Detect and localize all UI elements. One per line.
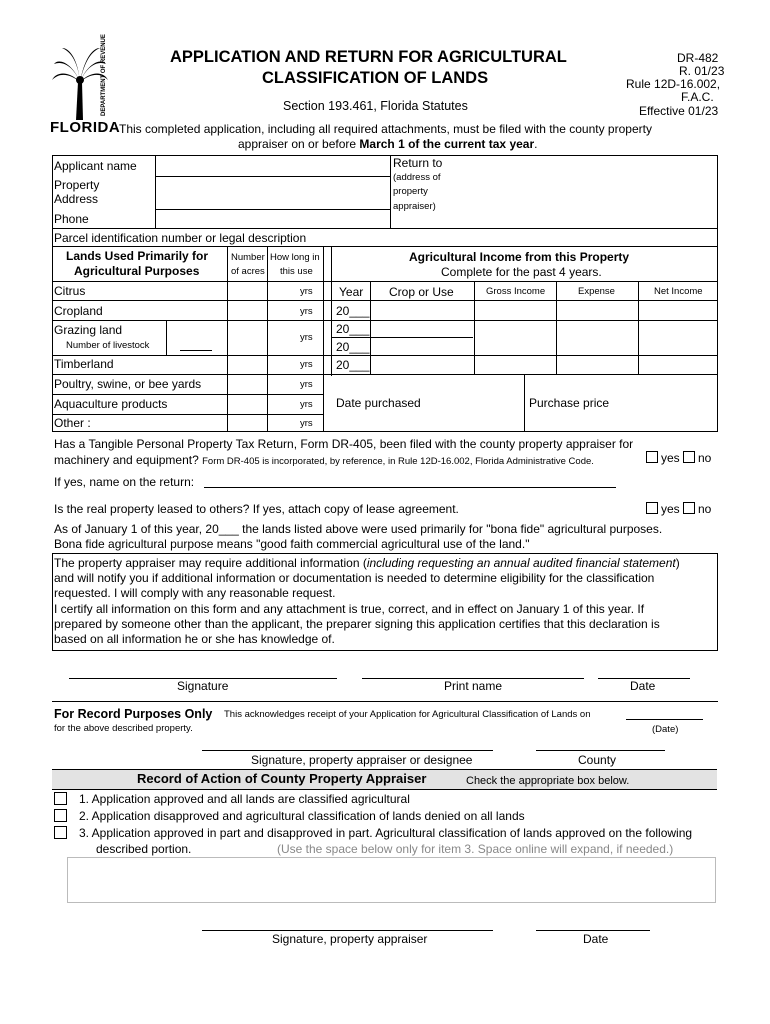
form-rule: Rule 12D-16.002, [626,77,721,91]
action-item-1: 1. Application approved and all lands are classified agricultural [79,792,410,806]
action-item-3-note: (Use the space below only for item 3. Space online will expand, if needed.) [277,842,674,856]
land-row-label: Citrus [54,284,86,298]
years-unit: yrs [300,286,313,297]
appraiser-signature-caption: Signature, property appraiser [272,932,428,946]
form-revision: R. 01/23 [679,64,725,78]
statute: Section 193.461, Florida Statutes [283,99,468,113]
action-item-3-line-2: described portion. [96,842,192,856]
income-year[interactable]: 20___ [336,322,370,336]
cert-text: The property appraiser may require additional information ( [54,556,367,570]
phone-field[interactable] [157,211,388,227]
form-title-1: APPLICATION AND RETURN FOR AGRICULTURAL [170,48,567,66]
income-subheader: Complete for the past 4 years. [441,265,602,279]
years-unit: yrs [300,332,313,343]
applicant-name-label: Applicant name [54,159,137,173]
bonafide-line-2: Bona fide agricultural purpose means "good faith commercial agricultural use of the land." [54,537,530,551]
cert-p1-1 [54,556,680,570]
phone-label: Phone [54,212,89,226]
return-to-field[interactable] [445,157,715,227]
land-row-label: Cropland [54,304,103,318]
income-year[interactable]: 20___ [336,358,370,372]
years-unit: yrs [300,306,313,317]
leased-question: Is the real property leased to others? If yes, attach copy of lease agreement. [54,502,459,516]
income-year[interactable]: 20___ [336,304,370,318]
designee-caption: Signature, property appraiser or designee [251,753,473,767]
form-id: DR-482 [677,51,719,65]
acres-header-1: Number [231,252,265,263]
form-effective: Effective 01/23 [639,104,719,118]
land-row-label: Timberland [54,357,114,371]
leased-yes-checkbox[interactable] [646,502,658,514]
land-row-label: Grazing land [54,323,123,337]
described-portion-field[interactable] [67,857,716,903]
county-caption: County [578,753,617,767]
land-row-label: Poultry, swine, or bee yards [54,377,202,391]
purchase-price-label: Purchase price [529,396,610,410]
howlong-header-2: this use [280,266,313,277]
howlong-header-1: How long in [270,252,320,263]
appraiser-date-caption: Date [583,932,609,946]
tpp-question-1: Has a Tangible Personal Property Tax Return, Form DR-405, been filed with the county property appraiser for [54,437,634,451]
form-fac: F.A.C. [681,90,714,104]
acres-header-2: of acres [231,266,265,277]
income-col-net: Net Income [654,286,703,297]
land-row-label: Aquaculture products [54,397,168,411]
form-title-2: CLASSIFICATION OF LANDS [262,69,489,87]
record-date-line[interactable] [626,719,703,720]
instruction-text: appraiser on or before [238,137,360,151]
action-item-3-line-1: 3. Application approved in part and disapproved in part. Agricultural classification of lands approved on the following [79,826,693,840]
record-date-paren: (Date) [652,724,679,735]
years-unit: yrs [300,359,313,370]
action-checkbox-1[interactable] [54,792,67,805]
cert-p1-2: and will notify you if additional information or documentation is needed to determine eligibility for the classification [54,571,655,585]
leased-no-checkbox[interactable] [683,502,695,514]
cert-p2-2: prepared by someone other than the applicant, the preparer signing this application certifies that this declaration is [54,617,660,631]
income-header: Agricultural Income from this Property [409,250,630,264]
tpp-question-text: machinery and equipment? [54,453,199,467]
cert-p1-3: requested. I will comply with any reasonable request. [54,586,336,600]
yes-label: yes [661,502,680,516]
ifyes-label: If yes, name on the return: [54,475,195,489]
livestock-label: Number of livestock [66,340,150,351]
designee-signature-line[interactable] [202,750,493,751]
land-row-label: Other : [54,416,91,430]
instruction-period: . [534,137,538,151]
record-above: for the above described property. [54,723,193,734]
parcel-label: Parcel identification number or legal description [54,231,307,245]
cert-p2-3: based on all information he or she has knowledge of. [54,632,335,646]
record-ack: This acknowledges receipt of your Application for Agricultural Classification of Lands on [224,709,591,720]
action-item-2: 2. Application disapproved and agricultural classification of lands denied on all lands [79,809,525,823]
action-checkbox-2[interactable] [54,809,67,822]
income-col-year: Year [339,285,364,299]
instruction-line-1: This completed application, including all required attachments, must be filed with the county property [119,122,652,136]
appraiser-date-line[interactable] [536,930,650,931]
dept-vertical-text: DEPARTMENT OF REVENUE [101,34,107,116]
instruction-deadline: March 1 of the current tax year [359,137,535,151]
signature-caption: Signature [177,679,229,693]
income-col-expense: Expense [578,286,615,297]
yes-label: yes [661,451,680,465]
return-to-label-3: property [393,186,428,197]
county-line[interactable] [536,750,665,751]
lands-header-2: Agricultural Purposes [74,264,200,278]
appraiser-signature-line[interactable] [202,930,493,931]
tpp-question-2 [54,453,594,467]
property-address-label-2: Address [54,192,99,206]
return-to-label-4: appraiser) [393,201,436,212]
property-address-field[interactable] [157,178,388,208]
action-check-note: Check the appropriate box below. [466,775,630,787]
tpp-no-checkbox[interactable] [683,451,695,463]
ifyes-field[interactable] [204,487,616,488]
cert-p2-1: I certify all information on this form and any attachment is true, correct, and in effect on January 1 of this year. If [54,602,645,616]
no-label: no [698,451,712,465]
parcel-field[interactable] [320,229,715,245]
date-purchased-label: Date purchased [336,396,421,410]
cert-italic: including requesting an annual audited financial statement [366,556,676,570]
applicant-name-field[interactable] [157,157,388,175]
years-unit: yrs [300,418,313,429]
cert-text: ) [675,556,680,570]
no-label: no [698,502,712,516]
action-checkbox-3[interactable] [54,826,67,839]
income-col-gross: Gross Income [486,286,546,297]
years-unit: yrs [300,399,313,410]
tpp-note: Form DR-405 is incorporated, by reference, in Rule 12D-16.002, Florida Administrative Code. [202,456,594,467]
income-col-crop: Crop or Use [389,285,454,299]
years-unit: yrs [300,379,313,390]
return-to-label-2: (address of [393,172,441,183]
tpp-yes-checkbox[interactable] [646,451,658,463]
return-to-label-1: Return to [393,156,443,170]
record-title: For Record Purposes Only [54,707,213,721]
income-year[interactable]: 20___ [336,340,370,354]
florida-wordmark: FLORIDA [50,119,121,136]
instruction-line-2 [238,137,537,151]
print-name-caption: Print name [444,679,503,693]
action-title: Record of Action of County Property Appraiser [137,771,427,786]
bonafide-line-1: As of January 1 of this year, 20___ the lands listed above were used primarily for "bona fide" agricultural purposes. [54,522,663,536]
date-caption: Date [630,679,656,693]
property-address-label-1: Property [54,178,100,192]
lands-header-1: Lands Used Primarily for [66,249,209,263]
